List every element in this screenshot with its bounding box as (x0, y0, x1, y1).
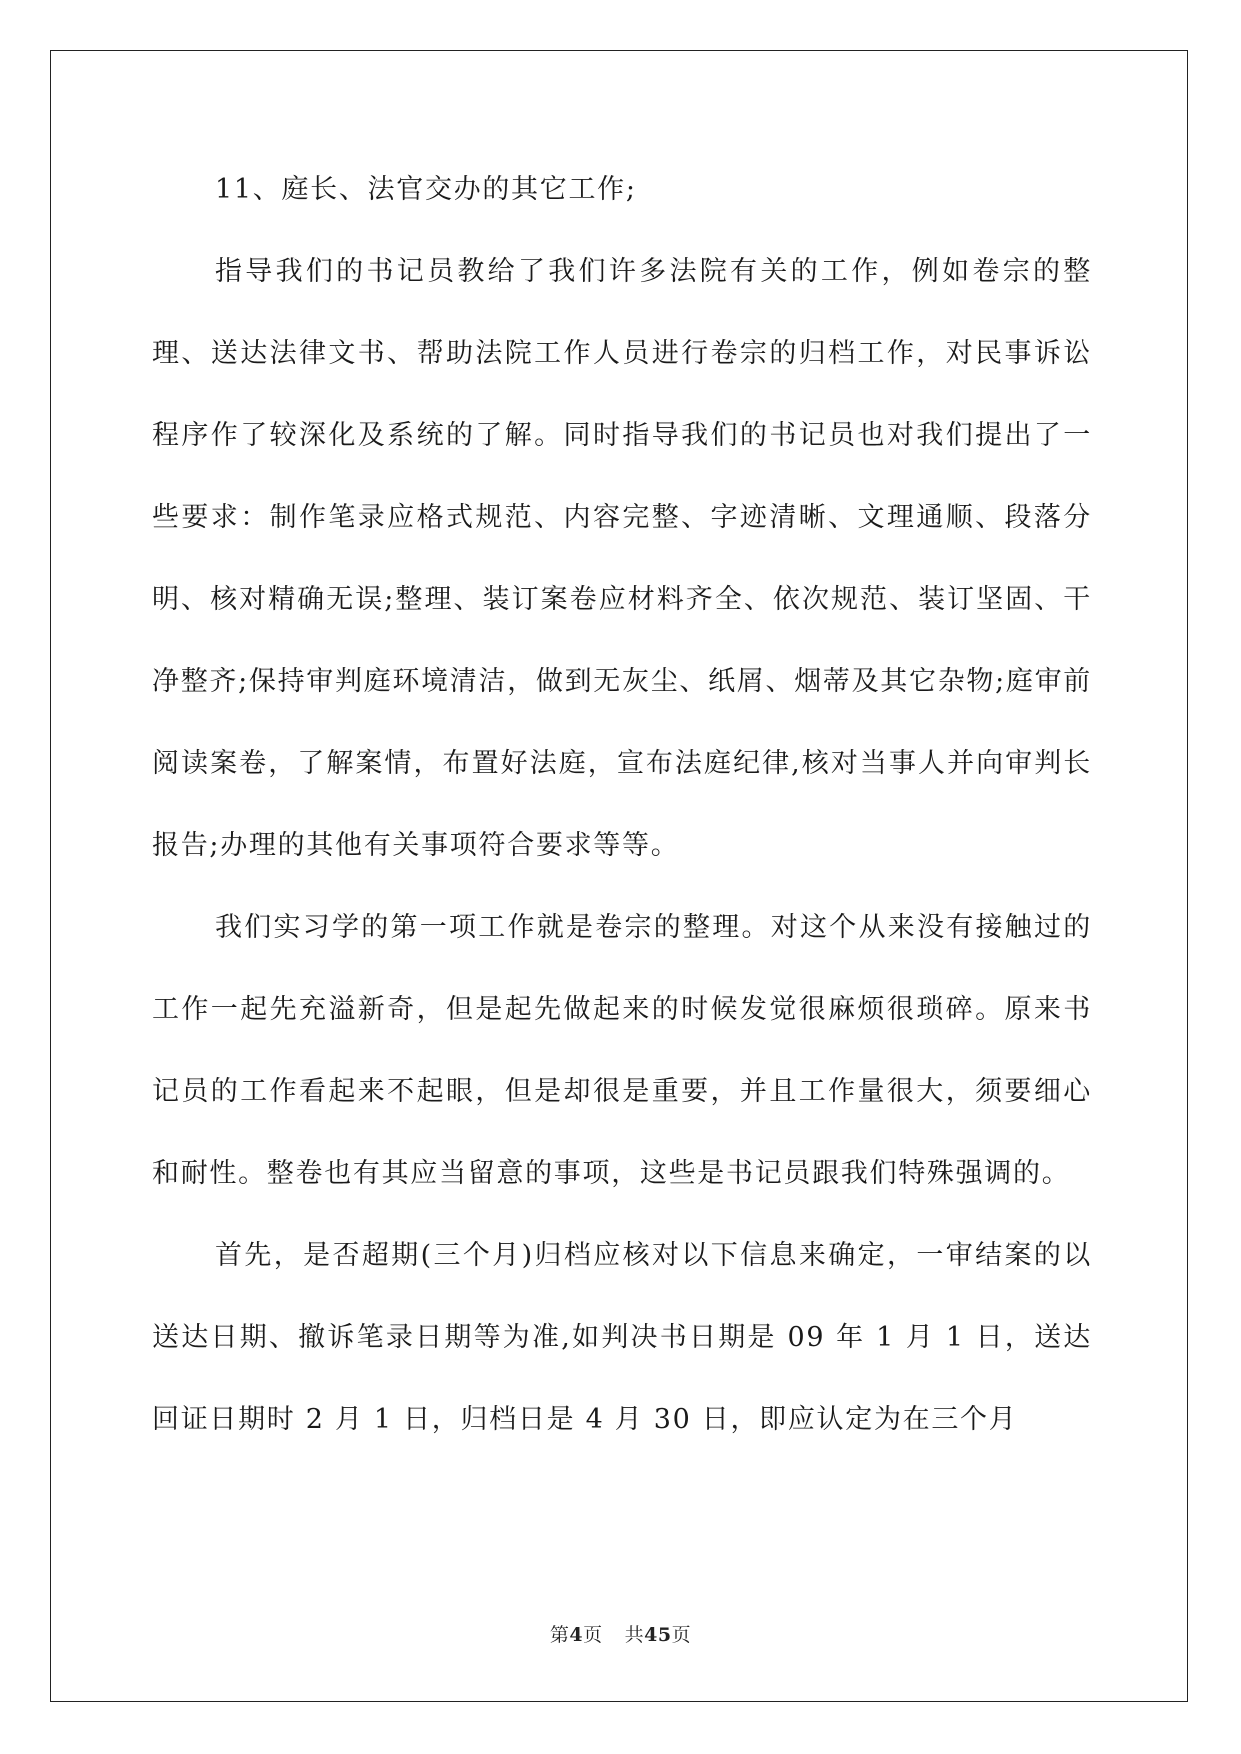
page-number: 4 (569, 1624, 584, 1646)
paragraph-archive-deadline: 首先，是否超期(三个月)归档应核对以下信息来确定，一审结案的以送达日期、撤诉笔录日期等为准,如判决书日期是 09 年 1 月 1 日，送达回证日期时 2 月 1 日，归档日是 4 月 30 日，即应认定为在三个月 (152, 1240, 1092, 1435)
page-footer (0, 1620, 1241, 1647)
paragraph-clerk-guidance: 指导我们的书记员教给了我们许多法院有关的工作，例如卷宗的整理、送达法律文书、帮助法院工作人员进行卷宗的归档工作，对民事诉讼程序作了较深化及系统的了解。同时指导我们的书记员也对我们提出了一些要求：制作笔录应格式规范、内容完整、字迹清晰、文理通顺、段落分明、核对精确无误;整理、装订案卷应材料齐全、依次规范、装订坚固、干净整齐;保持审判庭环境清洁，做到无灰尘、纸屑、烟蒂及其它杂物;庭审前阅读案卷，了解案情，布置好法庭，宣布法庭纪律,核对当事人并向审判长报告;办理的其他有关事项符合要求等等。 (152, 256, 1092, 861)
paragraph-item-11: 11、庭长、法官交办的其它工作; (215, 174, 637, 205)
total-label-prefix: 共 (624, 1624, 645, 1646)
paragraph-file-organization: 我们实习学的第一项工作就是卷宗的整理。对这个从来没有接触过的工作一起先充溢新奇，但是起先做起来的时候发觉很麻烦很琐碎。原来书记员的工作看起来不起眼，但是却很是重要，并且工作量很大，须要细心和耐性。整卷也有其应当留意的事项，这些是书记员跟我们特殊强调的。 (152, 912, 1092, 1189)
total-label-suffix: 页 (671, 1624, 692, 1646)
document-body (152, 160, 1092, 1461)
page-label-prefix: 第 (549, 1624, 570, 1646)
total-pages: 45 (644, 1624, 672, 1646)
page-label-suffix: 页 (583, 1624, 603, 1646)
